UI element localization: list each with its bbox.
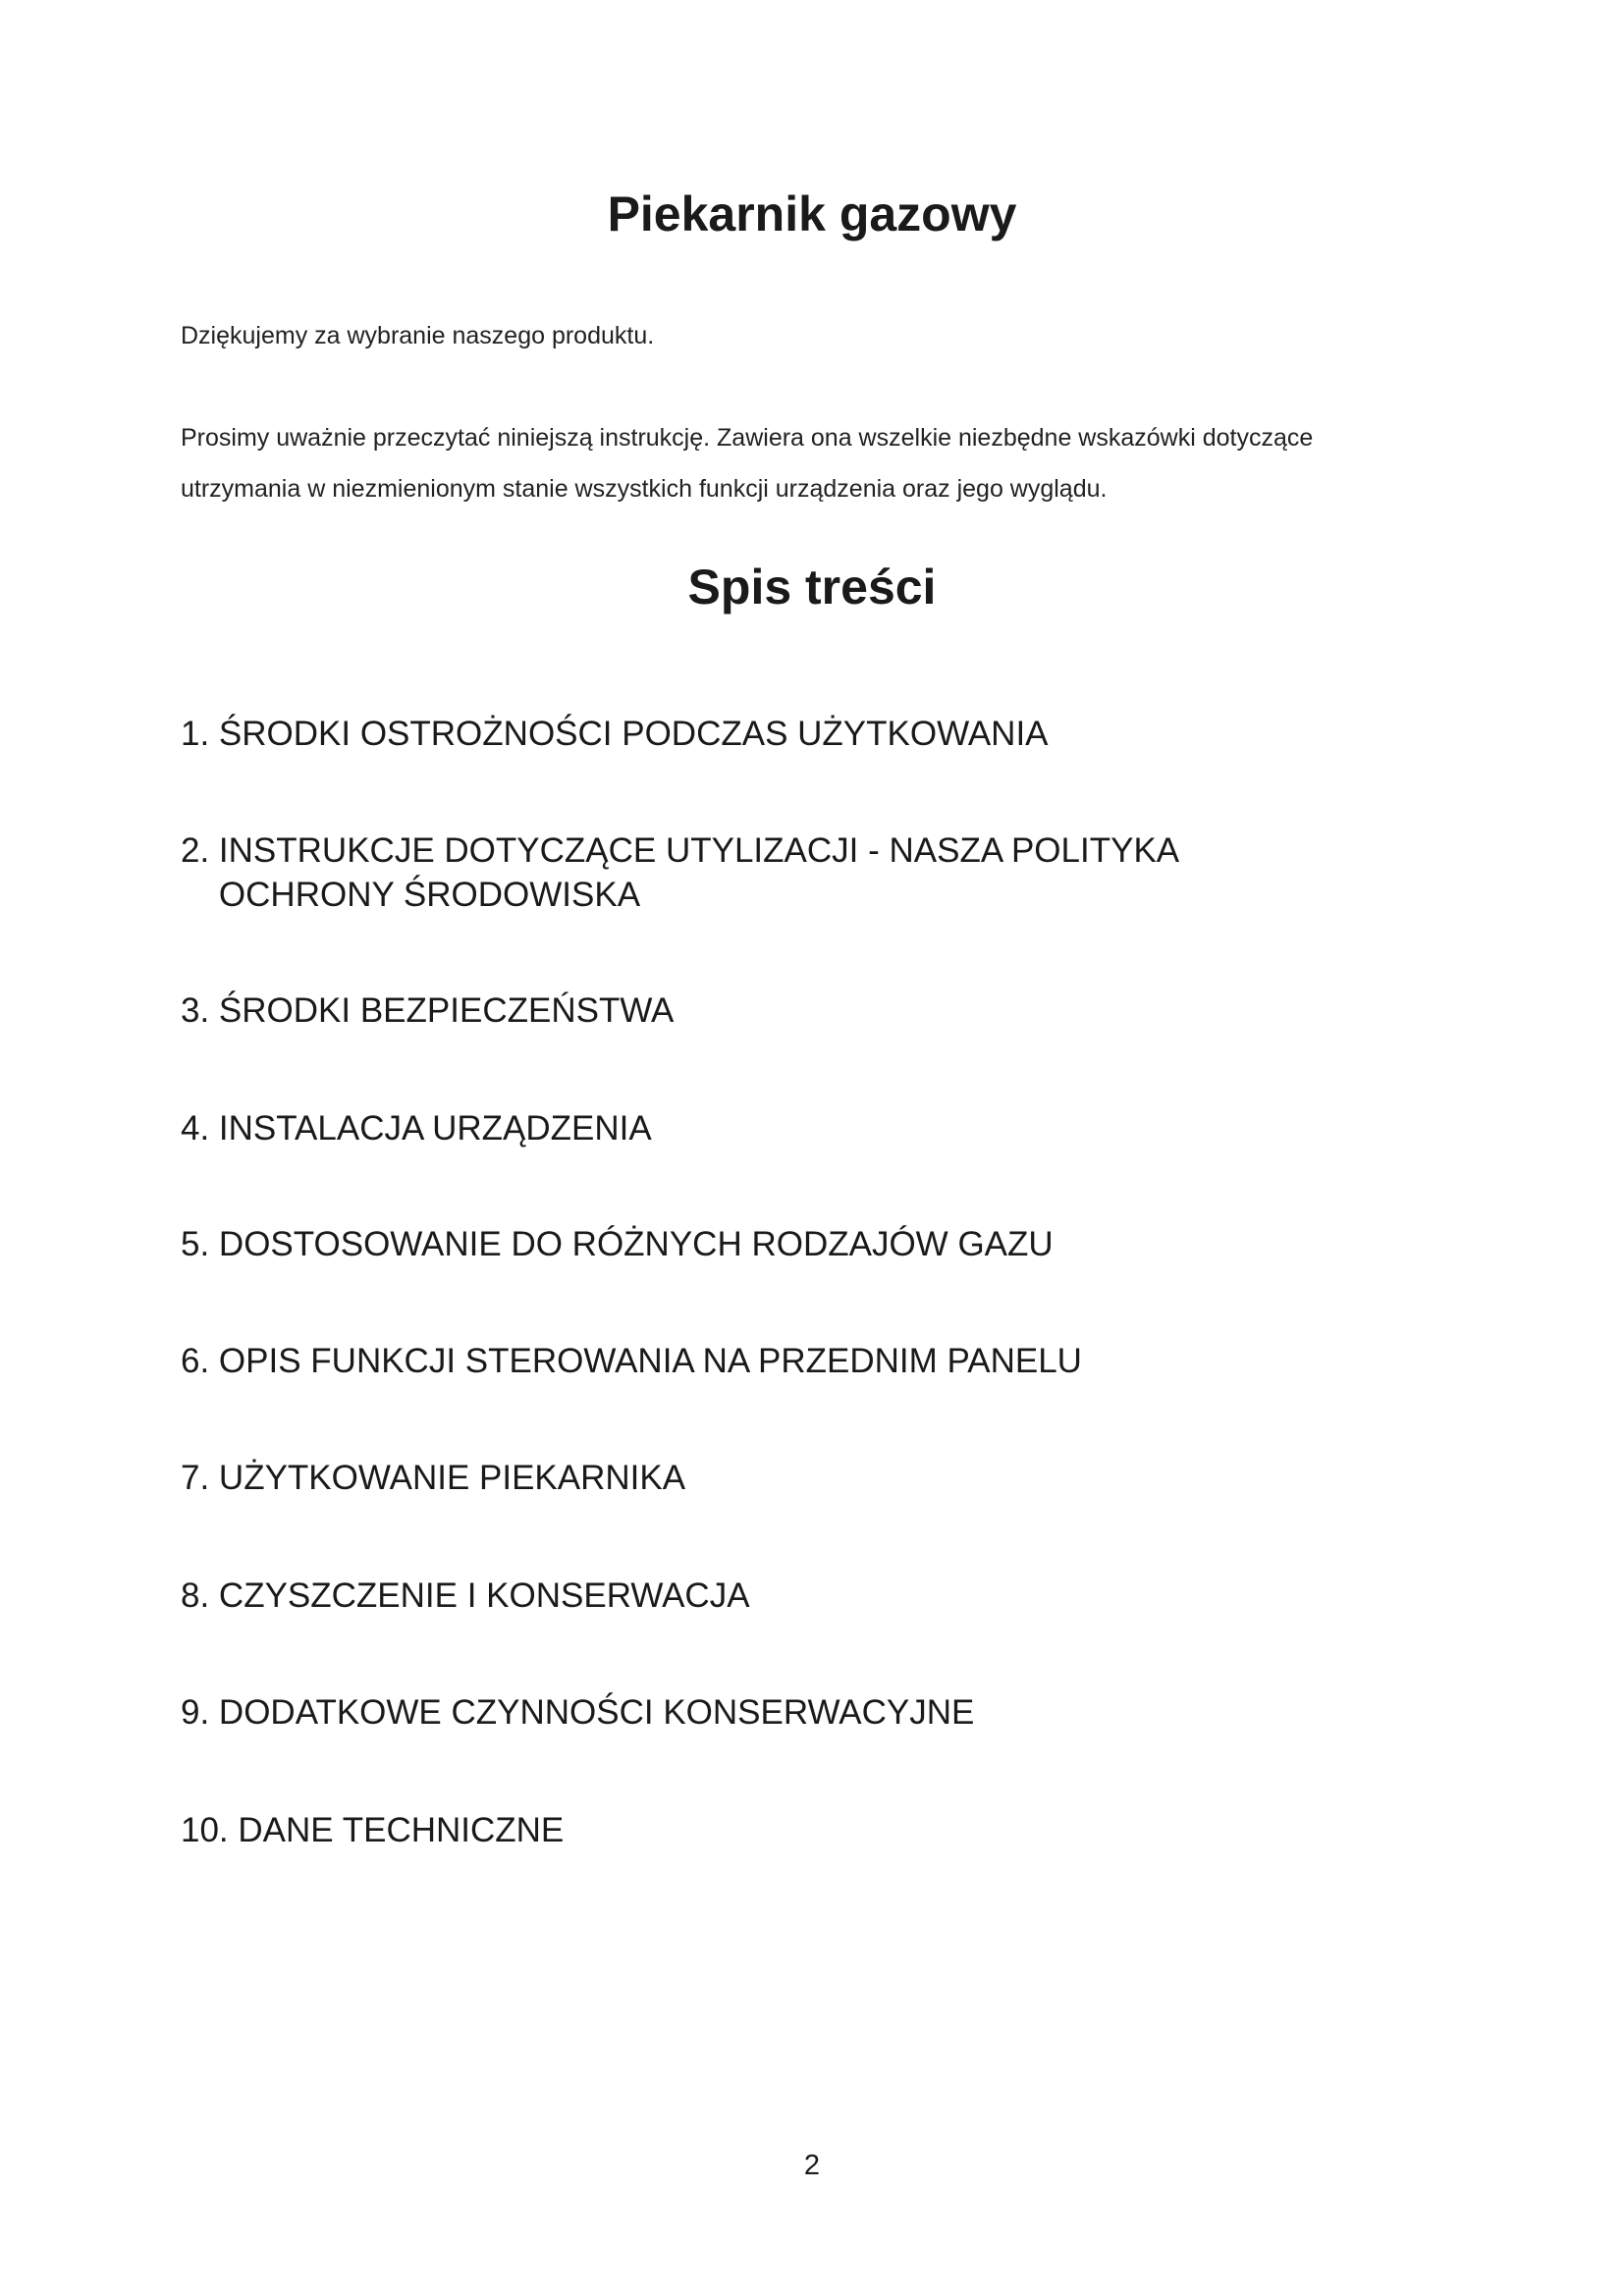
toc-item-number: 4.	[181, 1109, 219, 1148]
toc-item-text: UŻYTKOWANIE PIEKARNIKA	[218, 1459, 686, 1497]
toc-item-9	[181, 1690, 1506, 1735]
toc-item-4	[181, 1106, 1506, 1150]
toc-item-text: CZYSZCZENIE I KONSERWACJA	[218, 1576, 750, 1615]
toc-title: Spis treści	[687, 560, 937, 614]
toc-item-3	[181, 988, 1506, 1033]
toc-item-number: 5.	[181, 1225, 219, 1263]
toc-item-text: INSTRUKCJE DOTYCZĄCE UTYLIZACJI - NASZA POLITYKA OCHRONY ŚRODOWISKA	[218, 831, 1178, 914]
toc-item-number: 9.	[181, 1693, 219, 1732]
toc-item-text: OPIS FUNKCJI STEROWANIA NA PRZEDNIM PANELU	[218, 1342, 1082, 1380]
toc-item-number: 3.	[181, 991, 219, 1030]
toc-item-number: 8.	[181, 1576, 219, 1615]
toc-item-text: DODATKOWE CZYNNOŚCI KONSERWACYJNE	[218, 1693, 975, 1732]
toc-item-text: ŚRODKI OSTROŻNOŚCI PODCZAS UŻYTKOWANIA	[218, 715, 1049, 753]
toc-item-text: DOSTOSOWANIE DO RÓŻNYCH RODZAJÓW GAZU	[218, 1225, 1054, 1263]
toc-item-6	[181, 1339, 1506, 1383]
toc-item-number: 2.	[181, 831, 219, 870]
page-number: 2	[803, 2150, 821, 2181]
toc-item-text: DANE TECHNICZNE	[238, 1811, 565, 1849]
toc-item-8	[181, 1574, 1506, 1618]
toc-item-5	[181, 1222, 1506, 1266]
toc-item-text: ŚRODKI BEZPIECZEŃSTWA	[218, 991, 675, 1030]
toc-item-number: 10.	[181, 1811, 239, 1849]
document-title: Piekarnik gazowy	[607, 187, 1017, 241]
toc-item-10	[181, 1808, 1506, 1852]
toc-item-2	[181, 828, 1280, 917]
toc-item-1	[181, 712, 1506, 756]
toc-item-number: 6.	[181, 1342, 219, 1380]
toc-item-text: INSTALACJA URZĄDZENIA	[218, 1109, 652, 1148]
toc-item-number: 1.	[181, 715, 219, 753]
intro-thanks: Dziękujemy za wybranie naszego produktu.	[181, 322, 655, 349]
intro-read-instructions: Prosimy uważnie przeczytać niniejszą instrukcję. Zawiera ona wszelkie niezbędne wskazówki dotyczące utrzymania w niezmienionym stanie wszystkich funkcji urządzenia oraz jego wyglądu.	[181, 424, 1314, 503]
toc-item-number: 7.	[181, 1459, 219, 1497]
toc-item-7	[181, 1456, 1506, 1500]
